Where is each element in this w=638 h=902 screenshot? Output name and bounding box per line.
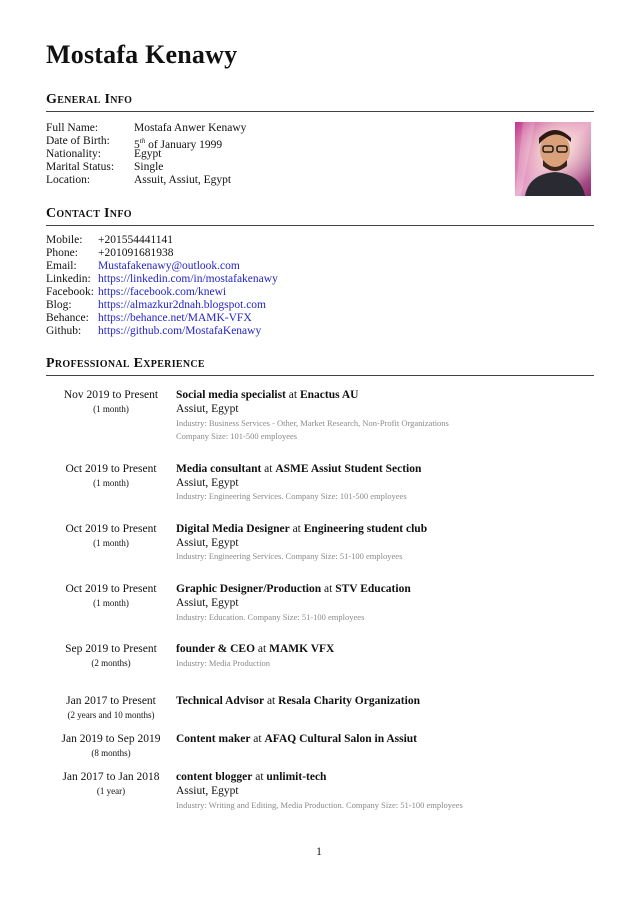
experience-title bbox=[176, 389, 358, 401]
mobile-label: Mobile: bbox=[46, 234, 83, 246]
resume-name: Mostafa Kenawy bbox=[46, 40, 238, 69]
marital-status-label: Marital Status: bbox=[46, 161, 115, 173]
experience-date: Oct 2019 to Present bbox=[65, 463, 157, 475]
email-link[interactable]: Mustafakenawy@outlook.com bbox=[98, 260, 240, 272]
facebook-link[interactable]: https://facebook.com/knewi bbox=[98, 286, 227, 298]
experience-role: founder & CEO bbox=[176, 643, 256, 655]
experience-org: Enactus AU bbox=[299, 389, 359, 401]
experience-duration: (2 years and 10 months) bbox=[67, 710, 155, 720]
experience-title bbox=[176, 733, 417, 745]
experience-at: at bbox=[266, 695, 276, 707]
contact-info-rule bbox=[46, 225, 594, 226]
experience-date: Nov 2019 to Present bbox=[63, 389, 159, 401]
general-info-heading: General Info bbox=[46, 92, 133, 107]
full-name-value: Mostafa Anwer Kenawy bbox=[134, 122, 247, 134]
contact-info-list bbox=[46, 234, 366, 344]
experience-duration: (1 month) bbox=[93, 538, 129, 548]
birth-month-year: of January 1999 bbox=[145, 139, 223, 151]
experience-role: content blogger bbox=[176, 771, 253, 783]
experience-at: at bbox=[324, 583, 333, 595]
general-info-list bbox=[46, 122, 346, 192]
experience-role: Media consultant bbox=[176, 463, 262, 475]
behance-link[interactable]: https://behance.net/MAMK-VFX bbox=[98, 312, 252, 324]
experience-org: MAMK VFX bbox=[269, 643, 335, 655]
experience-meta: Industry: Engineering Services. Company Size: 51-100 employees bbox=[176, 551, 403, 561]
experience-date: Sep 2019 to Present bbox=[65, 643, 157, 655]
experience-location: Assiut, Egypt bbox=[176, 597, 239, 609]
experience-date: Jan 2017 to Present bbox=[66, 695, 156, 707]
experience-at: at bbox=[292, 523, 301, 535]
experience-org: Resala Charity Organization bbox=[278, 695, 420, 707]
experience-role: Social media specialist bbox=[176, 389, 286, 401]
experience-title bbox=[176, 695, 420, 707]
experience-role: Content maker bbox=[176, 733, 251, 745]
experience-location: Assiut, Egypt bbox=[176, 403, 239, 415]
github-label: Github: bbox=[46, 325, 82, 337]
experience-org: AFAQ Cultural Salon in Assiut bbox=[264, 733, 417, 745]
experience-date: Oct 2019 to Present bbox=[65, 583, 157, 595]
experience-title bbox=[176, 583, 411, 595]
experience-duration: (1 month) bbox=[93, 404, 129, 414]
marital-status-value: Single bbox=[134, 161, 164, 173]
profile-photo bbox=[515, 122, 591, 196]
page-number: 1 bbox=[316, 846, 322, 858]
experience-org: Engineering student club bbox=[303, 523, 428, 535]
birth-day-suffix: th bbox=[139, 137, 146, 145]
experience-at: at bbox=[255, 771, 264, 783]
experience-duration: (1 year) bbox=[96, 786, 126, 796]
github-link[interactable]: https://github.com/MostafaKenawy bbox=[98, 325, 262, 337]
experience-org: STV Education bbox=[335, 583, 411, 595]
birth-day: 5 bbox=[134, 139, 140, 151]
experience-title bbox=[176, 771, 326, 783]
experience-at: at bbox=[264, 463, 273, 475]
experience-meta: Industry: Writing and Editing, Media Production. Company Size: 51-100 employees bbox=[176, 800, 463, 810]
behance-label: Behance: bbox=[46, 312, 89, 324]
phone-label: Phone: bbox=[46, 247, 78, 259]
blog-label: Blog: bbox=[46, 299, 72, 311]
location-label: Location: bbox=[46, 174, 91, 186]
experience-at: at bbox=[288, 389, 298, 401]
experience-title bbox=[176, 463, 421, 475]
experience-at: at bbox=[253, 733, 262, 745]
experience-meta: Industry: Engineering Services. Company Size: 101-500 employees bbox=[176, 491, 407, 501]
mobile-value: +201554441141 bbox=[98, 234, 174, 246]
contact-info-heading: Contact Info bbox=[46, 206, 132, 221]
birth-date-label: Date of Birth: bbox=[46, 135, 110, 147]
experience-duration: (1 month) bbox=[93, 598, 129, 608]
blog-link[interactable]: https://almazkur2dnah.blogspot.com bbox=[98, 299, 267, 311]
experience-location: Assiut, Egypt bbox=[176, 477, 239, 489]
location-value: Assuit, Assiut, Egypt bbox=[134, 174, 232, 186]
experience-meta: Industry: Media Production bbox=[176, 658, 270, 668]
experience-duration: (8 months) bbox=[91, 748, 131, 758]
experience-at: at bbox=[257, 643, 267, 655]
experience-role: Technical Advisor bbox=[176, 695, 265, 707]
experience-location: Assiut, Egypt bbox=[176, 537, 239, 549]
phone-value: +201091681938 bbox=[98, 247, 174, 259]
experience-heading: Professional Experience bbox=[46, 356, 205, 371]
experience-title bbox=[176, 643, 334, 655]
experience-org: unlimit-tech bbox=[266, 771, 327, 783]
experience-location: Assiut, Egypt bbox=[176, 785, 239, 797]
linkedin-link[interactable]: https://linkedin.com/in/mostafakenawy bbox=[98, 273, 278, 285]
facebook-label: Facebook: bbox=[46, 286, 94, 298]
experience-meta: Industry: Education. Company Size: 51-100 employees bbox=[176, 612, 365, 622]
experience-date: Jan 2017 to Jan 2018 bbox=[62, 771, 160, 783]
experience-meta: Industry: Business Services - Other, Market Research, Non-Profit Organizations bbox=[176, 418, 449, 428]
experience-org: ASME Assiut Student Section bbox=[275, 463, 422, 475]
linkedin-label: Linkedin: bbox=[46, 273, 91, 285]
experience-rule bbox=[46, 375, 594, 376]
experience-date: Oct 2019 to Present bbox=[65, 523, 157, 535]
full-name-label: Full Name: bbox=[46, 122, 99, 134]
general-info-rule bbox=[46, 111, 594, 112]
experience-title bbox=[176, 523, 427, 535]
experience-meta-size: Company Size: 101-500 employees bbox=[176, 431, 298, 441]
experience-role: Digital Media Designer bbox=[176, 523, 290, 535]
experience-duration: (2 months) bbox=[91, 658, 131, 668]
experience-role: Graphic Designer/Production bbox=[176, 583, 322, 595]
experience-duration: (1 month) bbox=[93, 478, 129, 488]
nationality-label: Nationality: bbox=[46, 148, 101, 160]
nationality-value: Egypt bbox=[134, 148, 162, 160]
email-label: Email: bbox=[46, 260, 77, 272]
experience-date: Jan 2019 to Sep 2019 bbox=[61, 733, 161, 745]
